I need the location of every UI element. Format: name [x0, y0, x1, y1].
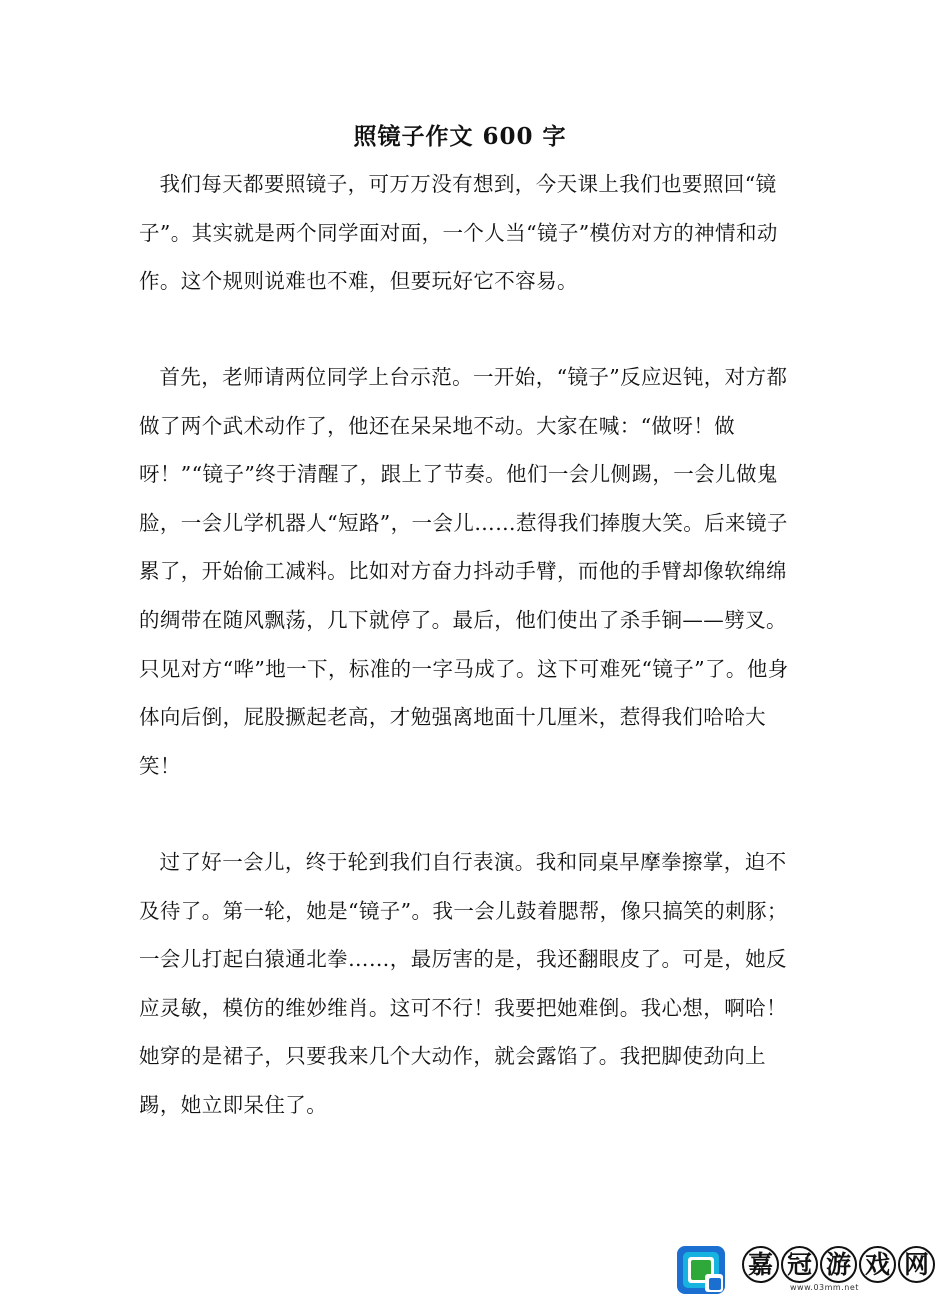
watermark-logo-icon: [675, 1244, 727, 1296]
watermark-char: 戏: [859, 1246, 896, 1283]
watermark-char: 冠: [781, 1246, 818, 1283]
watermark-url: www.03mm.net: [790, 1283, 859, 1292]
paragraph-3: 过了好一会儿，终于轮到我们自行表演。我和同桌早摩拳擦掌，迫不及待了。第一轮，她是“镜子”。我一会儿鼓着腮帮，像只搞笑的刺豚；一会儿打起白猿通北拳……，最厉害的是，我还翻眼皮了。可是，她反应灵敏，模仿的维妙维肖。这可不行！我要把她难倒。我心想，啊哈！她穿的是裙子，只要我来几个大动作，就会露馅了。我把脚使劲向上踢，她立即呆住了。: [139, 850, 788, 1117]
site-watermark: [672, 1240, 929, 1298]
paragraph-2: 首先，老师请两位同学上台示范。一开始，“镜子”反应迟钝，对方都做了两个武术动作了，他还在呆呆地不动。大家在喊：“做呀！做呀！”“镜子”终于清醒了，跟上了节奏。他们一会儿侧踢，一会儿做鬼脸，一会儿学机器人“短路”，一会儿……惹得我们捧腹大笑。后来镜子累了，开始偷工减料。比如对方奋力抖动手臂，而他的手臂却像软绵绵的绸带在随风飘荡，几下就停了。最后，他们使出了杀手锏——劈叉。只见对方“哗”地一下，标准的一字马成了。这下可难死“镜子”了。他身体向后倒，屁股撅起老高，才勉强离地面十几厘米，惹得我们哈哈大笑！: [139, 365, 789, 778]
watermark-char: 游: [820, 1246, 857, 1283]
watermark-name: [742, 1242, 937, 1283]
paragraph-1: 我们每天都要照镜子，可万万没有想到，今天课上我们也要照回“镜子”。其实就是两个同学面对面，一个人当“镜子”模仿对方的神情和动作。这个规则说难也不难，但要玩好它不容易。: [139, 172, 778, 294]
watermark-char: 网: [898, 1246, 935, 1283]
watermark-char: 嘉: [742, 1246, 779, 1283]
document-title: 照镜子作文 600 字: [353, 123, 567, 150]
